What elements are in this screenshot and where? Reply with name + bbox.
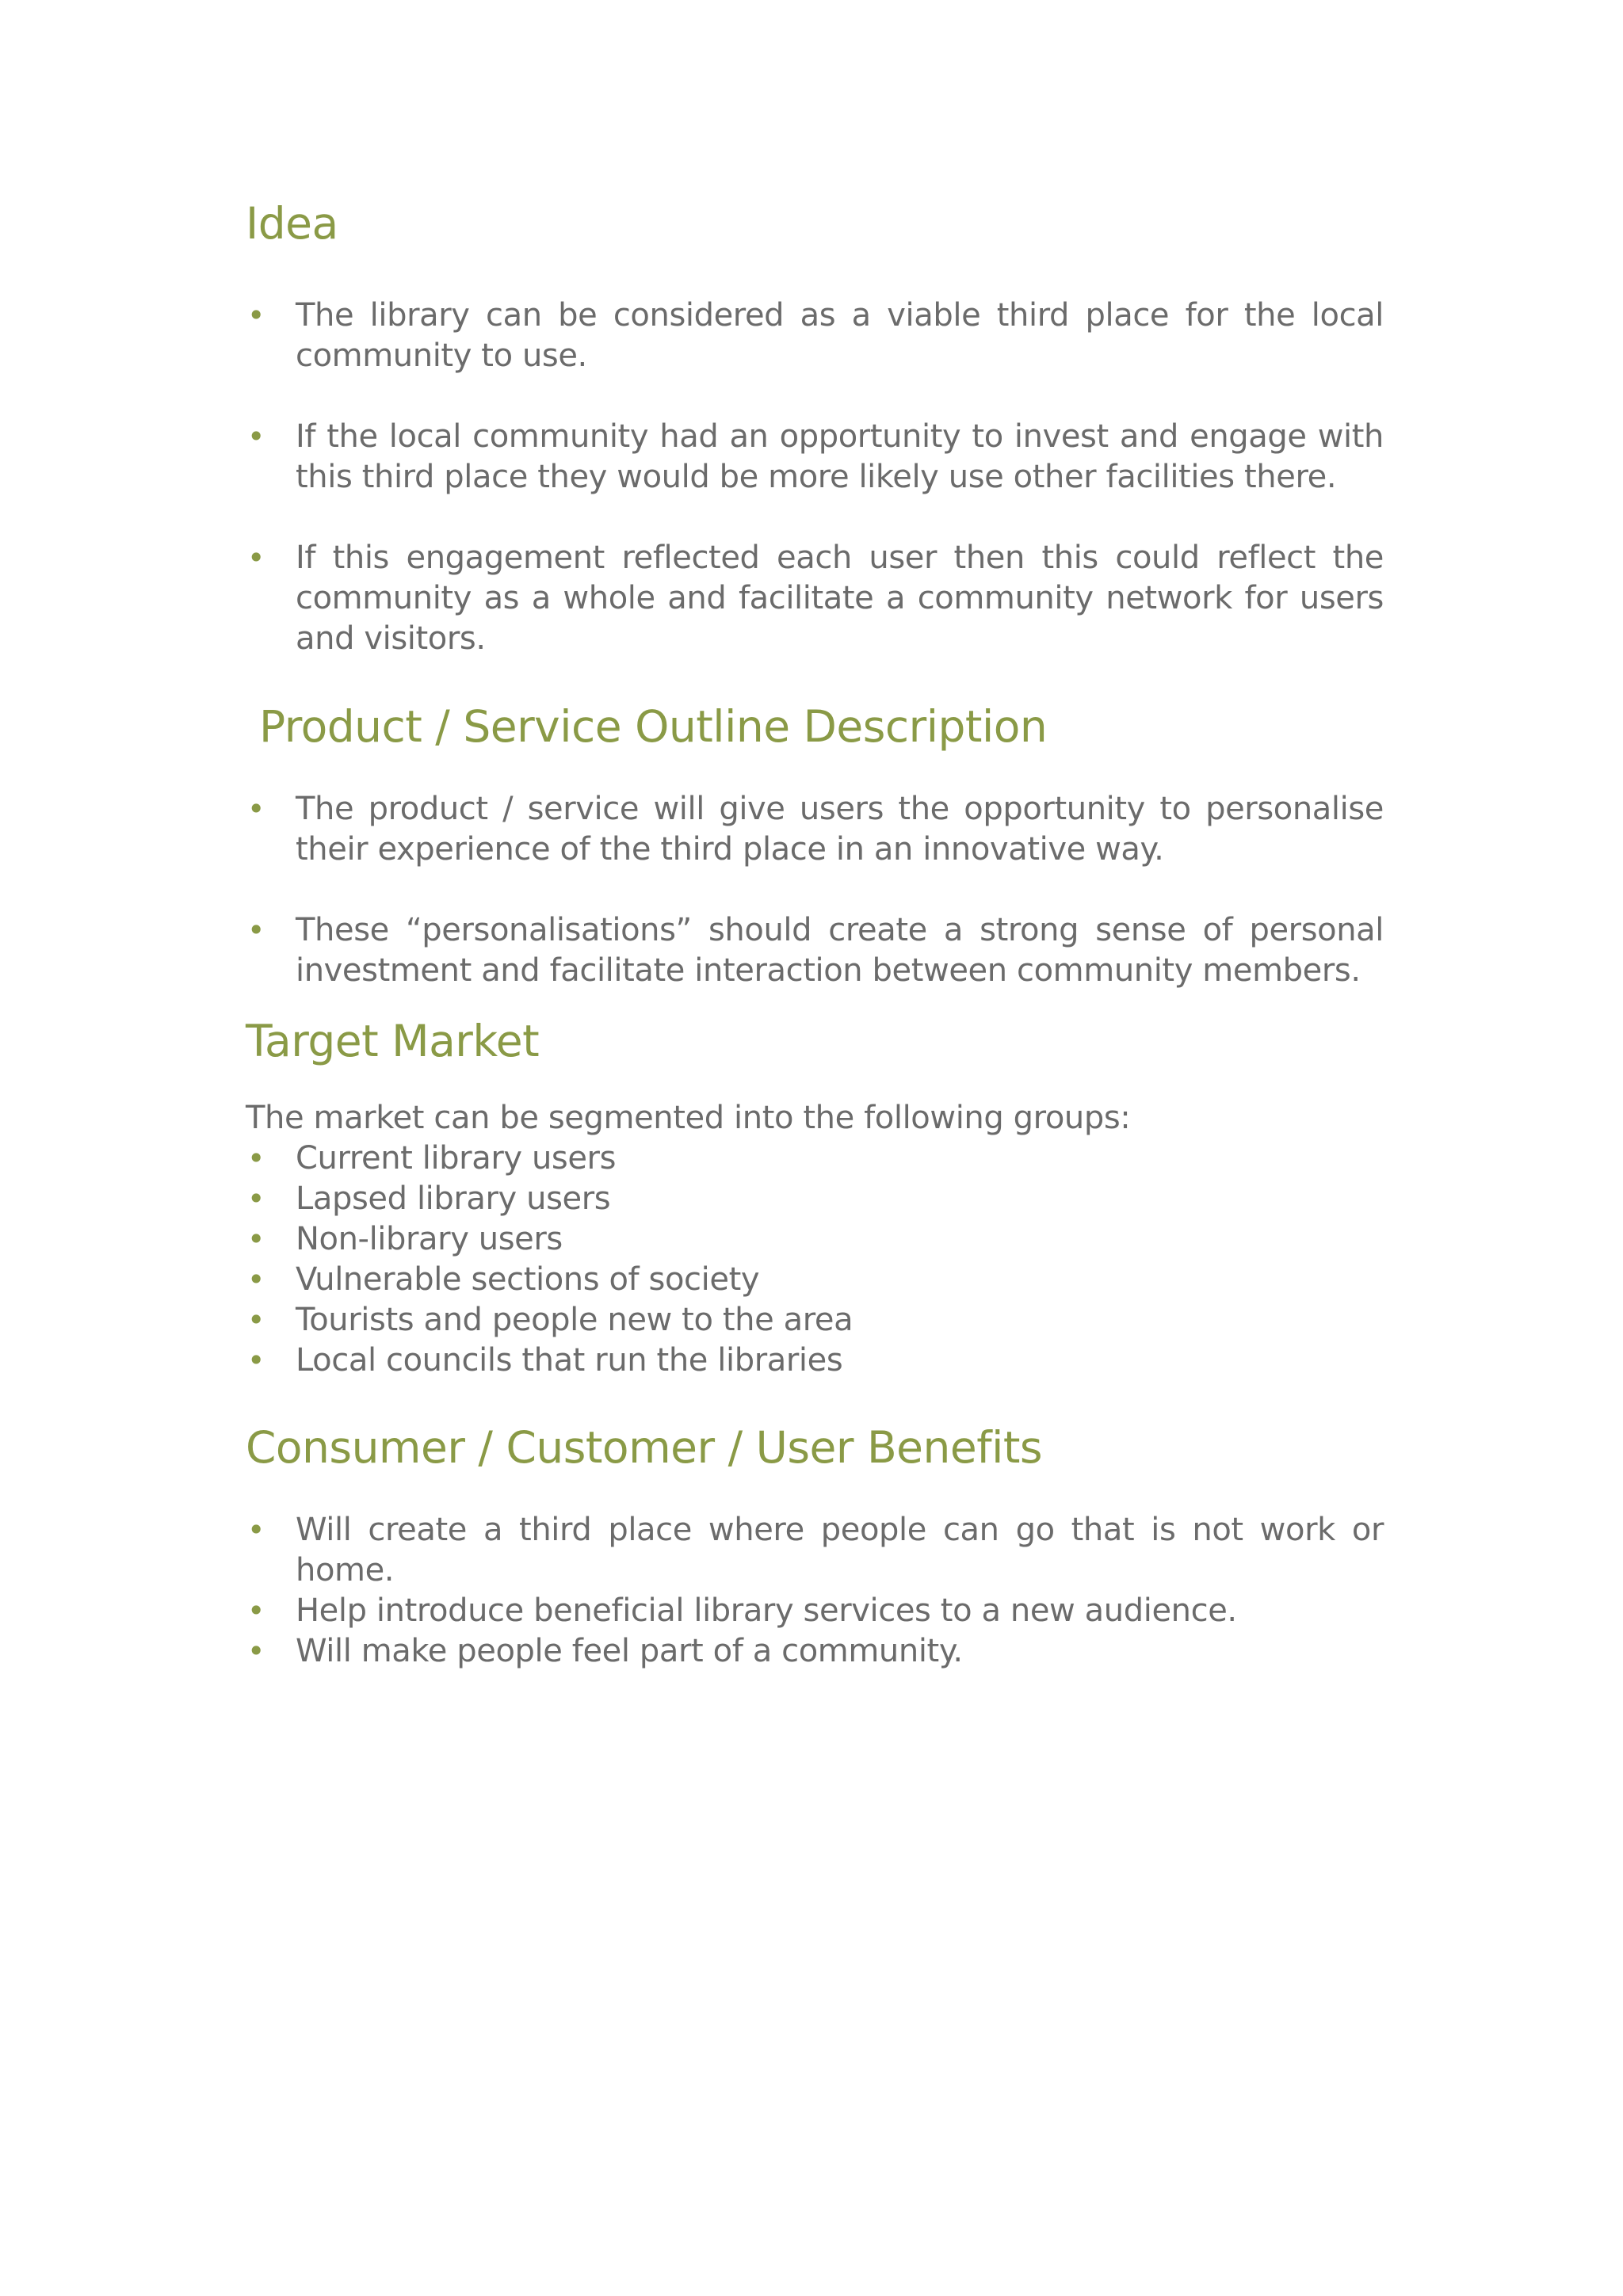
list-item: [246, 538, 1384, 659]
list-item-text: Tourists and people new to the area: [296, 1302, 854, 1338]
list-item-text: Local councils that run the libraries: [296, 1342, 843, 1379]
list-item: [246, 1260, 1384, 1300]
bullet-icon: •: [247, 913, 265, 948]
list-item: [246, 1179, 1384, 1219]
bullet-icon: •: [247, 1593, 265, 1628]
list-item-text: Vulnerable sections of society: [296, 1261, 760, 1298]
document-page: [246, 196, 1384, 1672]
section-title-benefits: Consumer / Customer / User Benefits: [246, 1422, 1043, 1473]
bullet-icon: •: [247, 419, 265, 454]
list-item-text: These “personalisations” should create a strong sense of personal investment and facilitate interaction between community members.: [296, 912, 1384, 989]
bullet-icon: •: [247, 298, 265, 333]
bullet-icon: •: [247, 1181, 265, 1216]
bullet-icon: •: [247, 1302, 265, 1337]
list-item-text: If this engagement reflected each user then this could reflect the community as a whole and facilitate a community network for users and visitors.: [296, 540, 1384, 657]
list-item: [246, 1510, 1384, 1591]
list-item: [246, 910, 1384, 991]
target-market-lead: The market can be segmented into the following groups:: [246, 1100, 1131, 1136]
section-title-idea: Idea: [246, 198, 338, 249]
list-item-text: The product / service will give users the opportunity to personalise their experience of the third place in an innovative way.: [296, 791, 1384, 868]
section-title-target-market: Target Market: [246, 1016, 540, 1066]
bullet-icon: •: [247, 1343, 265, 1378]
benefits-list: [246, 1510, 1384, 1672]
list-item: [246, 1219, 1384, 1260]
list-item-text: Will make people feel part of a community.: [296, 1633, 963, 1669]
list-item: [246, 1631, 1384, 1672]
bullet-icon: •: [247, 1512, 265, 1547]
bullet-icon: •: [247, 540, 265, 575]
list-item: [246, 1341, 1384, 1381]
list-item-text: Lapsed library users: [296, 1180, 611, 1217]
target-market-list: [246, 1138, 1384, 1381]
bullet-icon: •: [247, 1222, 265, 1257]
bullet-icon: •: [247, 1141, 265, 1176]
list-item-text: Will create a third place where people can go that is not work or home.: [296, 1512, 1384, 1589]
product-list: [246, 789, 1384, 991]
list-item-text: If the local community had an opportunity to invest and engage with this third place they would be more likely use other facilities there.: [296, 418, 1384, 495]
bullet-icon: •: [247, 1262, 265, 1297]
list-item: [246, 296, 1384, 376]
list-item: [246, 789, 1384, 870]
idea-list: [246, 296, 1384, 659]
list-item: [246, 1300, 1384, 1341]
list-item: [246, 1591, 1384, 1631]
list-item-text: Help introduce beneficial library services to a new audience.: [296, 1592, 1237, 1629]
list-item-text: Non-library users: [296, 1221, 563, 1257]
list-item: [246, 417, 1384, 498]
section-title-product: Product / Service Outline Description: [259, 701, 1048, 752]
list-item: [246, 1138, 1384, 1179]
bullet-icon: •: [247, 1634, 265, 1669]
list-item-text: Current library users: [296, 1140, 617, 1177]
list-item-text: The library can be considered as a viable third place for the local community to use.: [296, 297, 1384, 374]
bullet-icon: •: [247, 791, 265, 826]
